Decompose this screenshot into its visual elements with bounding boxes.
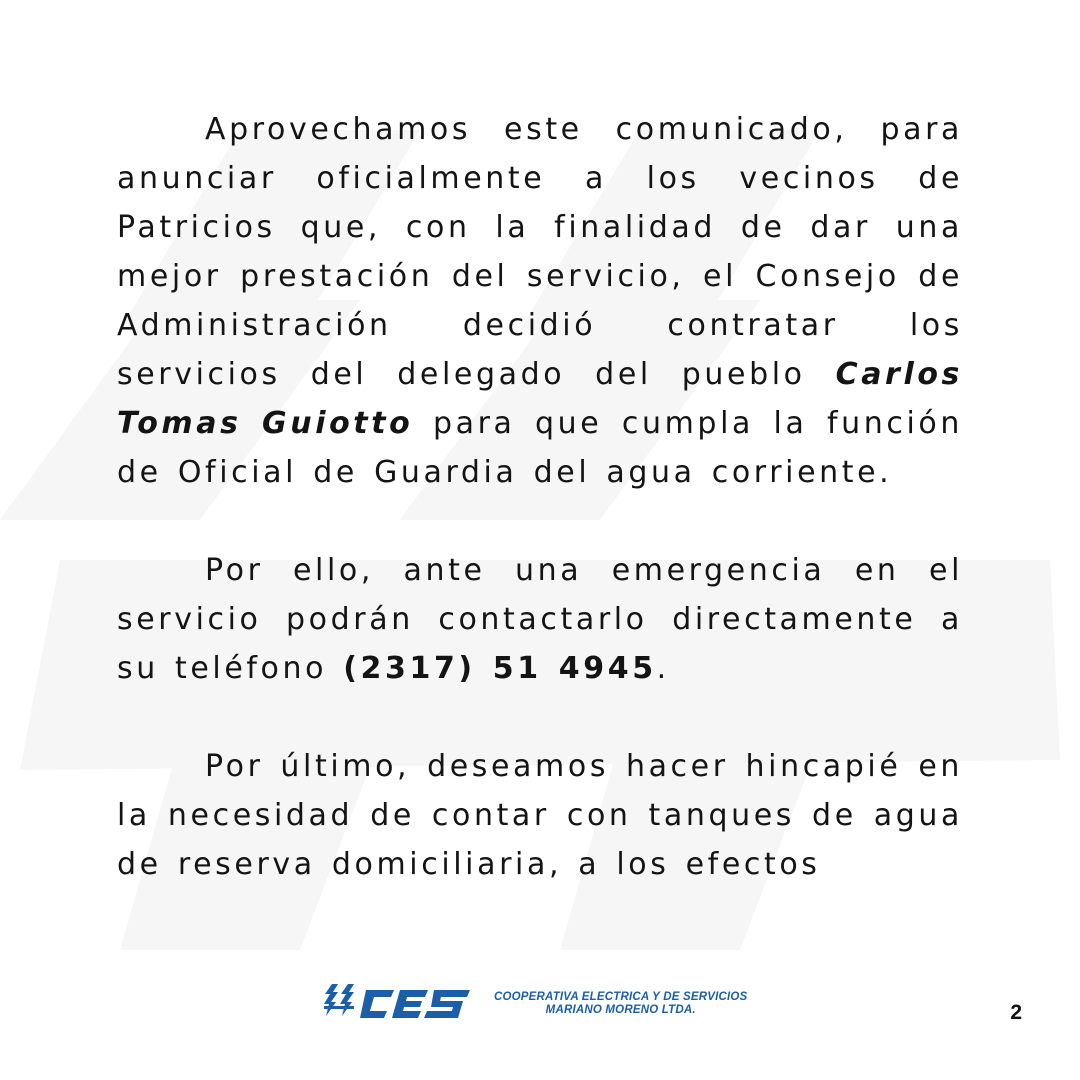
- paragraph-2-text: Por ello, ante una emergencia en el servicio podrán contactarlo directamente a su teléfono: [117, 553, 963, 686]
- paragraph-2-text-end: .: [656, 651, 670, 686]
- ceys-logo-icon: [322, 982, 472, 1026]
- paragraph-3-text: Por último, deseamos hacer hincapié en la necesidad de contar con tanques de agua de reserva domiciliaria, a los efectos: [117, 749, 963, 882]
- announcement-body: [117, 105, 963, 889]
- cooperative-name-line2: MARIANO MORENO LTDA.: [545, 1004, 696, 1016]
- page-number: 2: [1010, 1001, 1022, 1024]
- paragraph-1-text: Aprovechamos este comunicado, para anunciar oficialmente a los vecinos de Patricios que, con la finalidad de dar una mejor prestación del servicio, el Consejo de Administración decidió contratar los servicios del delegado del pueblo: [117, 112, 963, 392]
- delegate-name: Carlos Tomas Guiotto: [117, 357, 963, 441]
- cooperative-logo: [322, 982, 772, 1026]
- paragraph-1: [117, 105, 963, 497]
- cooperative-name-line1: COOPERATIVA ELECTRICA Y DE SERVICIOS: [494, 991, 748, 1003]
- phone-number: (2317) 51 4945: [343, 651, 657, 686]
- paragraph-2: [117, 546, 963, 693]
- paragraph-1-text-end: para que cumpla la función de Oficial de Guardia del agua corriente.: [117, 406, 963, 490]
- paragraph-3: [117, 742, 963, 889]
- cooperative-name: [494, 991, 747, 1017]
